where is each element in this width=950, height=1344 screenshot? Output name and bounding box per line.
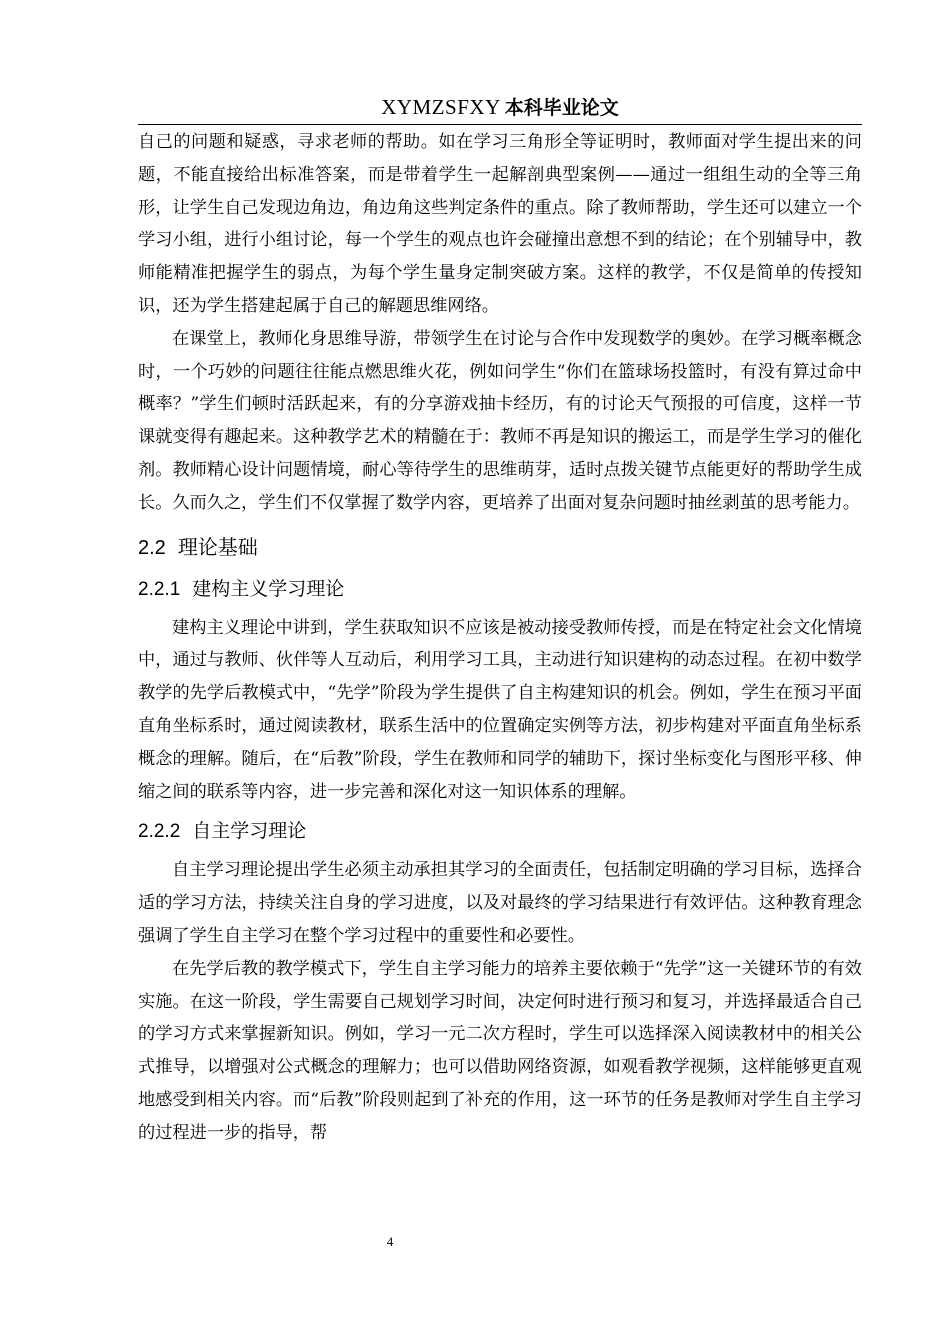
header-rule [138, 124, 862, 125]
subsection-title: 建构主义学习理论 [192, 577, 345, 600]
paragraph-classroom: 在课堂上，教师化身思维导游，带领学生在讨论与合作中发现数学的奥妙。在学习概率概念时，一个巧妙的问题往往能点燃思维火花，例如问学生“你们在篮球场投篮时，有没有算过命中概率？”学生们顿时活跃起来，有的分享游戏抽卡经历，有的讨论天气预报的可信度，这样一节课就变得有趣起来。这种教学艺术的精髓在于：教师不再是知识的搬运工，而是学生学习的催化剂。教师精心设计问题情境，耐心等待学生的思维萌芽，适时点拨关键节点能更好的帮助学生成长。久而久之，学生们不仅掌握了数学内容，更培养了出面对复杂问题时抽丝剥茧的思考能力。 [138, 328, 862, 513]
section-heading-2-2 [138, 529, 862, 566]
subsection-heading-2-2-1 [138, 572, 862, 607]
header-title: 本科毕业论文 [504, 97, 619, 119]
subsection-heading-2-2-2 [138, 814, 862, 849]
page-number: 4 [386, 1234, 394, 1249]
subsection-title: 自主学习理论 [192, 820, 307, 843]
subsection-number: 2.2.2 [138, 821, 181, 843]
paragraph-continued: 自己的问题和疑惑，寻求老师的帮助。如在学习三角形全等证明时，教师面对学生提出来的问题，不能直接给出标准答案，而是带着学生一起解剖典型案例——通过一组组生动的全等三角形，让学生自己发现边角边，角边角这些判定条件的重点。除了教师帮助，学生还可以建立一个学习小组，进行小组讨论，每一个学生的观点也许会碰撞出意想不到的结论；在个别辅导中，教师能精准把握学生的弱点，为每个学生量身定制突破方案。这样的教学，不仅是简单的传授知识，还为学生搭建起属于自己的解题思维网络。 [138, 132, 862, 316]
paragraph-autonomous-learning: 自主学习理论提出学生必须主动承担其学习的全面责任，包括制定明确的学习目标，选择合适的学习方法，持续关注自身的学习进度，以及对最终的学习结果进行有效评估。这种教育理念强调了学生自主学习在整个学习过程中的重要性和必要性。 [138, 860, 862, 946]
section-number: 2.2 [138, 536, 166, 559]
header-code: XYMZSFXY [381, 95, 501, 119]
section-title: 理论基础 [177, 534, 258, 559]
page-header [138, 92, 862, 124]
paragraph-constructivism: 建构主义理论中讲到，学生获取知识不应该是被动接受教师传授，而是在特定社会文化情境中，通过与教师、伙伴等人互动后，利用学习工具，主动进行知识建构的动态过程。在初中数学教学的先学后教模式中，“先学”阶段为学生提供了自主构建知识的机会。例如，学生在预习平面直角坐标系时，通过阅读教材，联系生活中的位置确定实例等方法，初步构建对平面直角坐标系概念的理解。随后，在“后教”阶段，学生在教师和同学的辅助下，探讨坐标变化与图形平移、伸缩之间的联系等内容，进一步完善和深化对这一知识体系的理解。 [138, 617, 862, 802]
page-body [138, 126, 862, 1150]
paragraph-learn-first-teach-later: 在先学后教的教学模式下，学生自主学习能力的培养主要依赖于“先学”这一关键环节的有效实施。在这一阶段，学生需要自己规划学习时间，决定何时进行预习和复习，并选择最适合自己的学习方式来掌握新知识。例如，学习一元二次方程时，学生可以选择深入阅读教材中的相关公式推导，以增强对公式概念的理解力；也可以借助网络资源，如观看教学视频，这样能够更直观地感受到相关内容。而“后教”阶段则起到了补充的作用，这一环节的任务是教师对学生自主学习的过程进一步的指导，帮 [138, 958, 862, 1143]
subsection-number: 2.2.1 [138, 578, 181, 600]
